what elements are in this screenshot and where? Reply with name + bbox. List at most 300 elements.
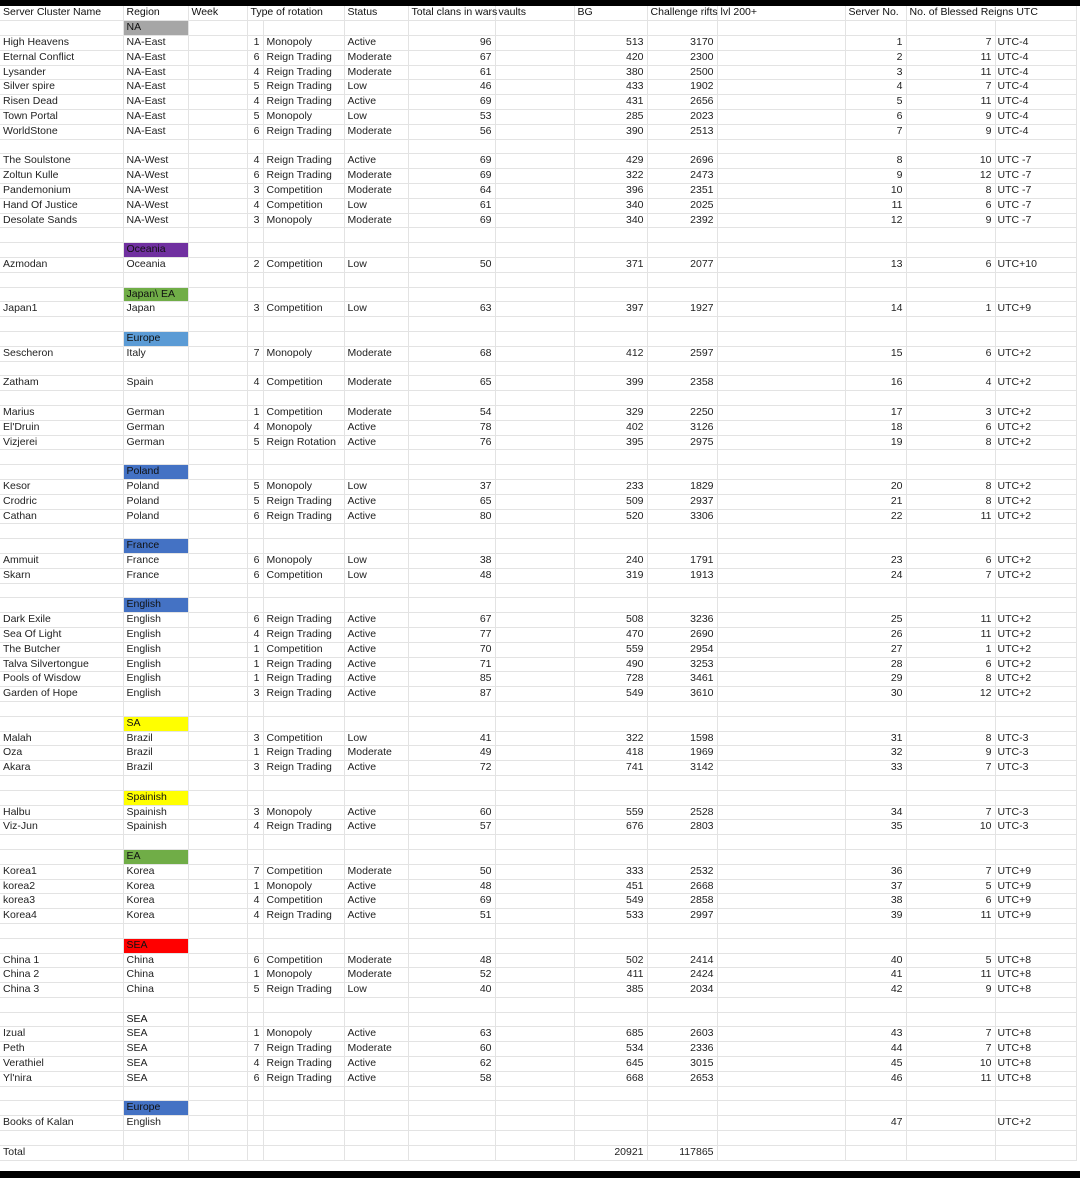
clans-cell[interactable]: 61 [408,65,495,80]
server-name-cell[interactable]: Halbu [0,805,123,820]
cell-empty[interactable] [408,1101,495,1116]
server-name-cell[interactable]: Vizjerei [0,435,123,450]
week-cell[interactable]: 6 [247,50,263,65]
week-cell[interactable]: 4 [247,95,263,110]
status-cell[interactable]: Active [344,642,408,657]
week-cell[interactable]: 6 [247,553,263,568]
rotation-cell[interactable]: Reign Rotation [263,435,344,450]
cell-empty[interactable] [995,1145,1076,1160]
week-empty-cell[interactable] [188,746,247,761]
rotation-cell[interactable]: Competition [263,198,344,213]
cell-empty[interactable] [188,450,247,465]
utc-cell[interactable]: UTC+2 [995,627,1076,642]
rifts-cell[interactable]: 3142 [647,761,717,776]
rotation-cell[interactable]: Competition [263,731,344,746]
cell-empty[interactable] [717,627,845,642]
utc-cell[interactable]: UTC+8 [995,1027,1076,1042]
server-name-cell[interactable]: Eternal Conflict [0,50,123,65]
server-no-cell[interactable]: 7 [845,124,906,139]
week-empty-cell[interactable] [188,50,247,65]
server-name-cell[interactable]: Malah [0,731,123,746]
cell-empty[interactable] [647,701,717,716]
cell-empty[interactable] [574,701,647,716]
cell-empty[interactable] [574,228,647,243]
server-name-cell[interactable]: Peth [0,1042,123,1057]
cell-empty[interactable] [845,228,906,243]
server-name-cell[interactable]: The Butcher [0,642,123,657]
status-cell[interactable]: Moderate [344,213,408,228]
server-name-cell[interactable]: Garden of Hope [0,687,123,702]
cell-empty[interactable] [123,450,188,465]
clans-cell[interactable]: 63 [408,1027,495,1042]
cell-empty[interactable] [495,997,574,1012]
rotation-cell[interactable]: Reign Trading [263,983,344,998]
week-cell[interactable]: 4 [247,1057,263,1072]
region-cell[interactable]: Brazil [123,731,188,746]
week-empty-cell[interactable] [188,553,247,568]
clans-cell[interactable]: 50 [408,864,495,879]
cell-empty[interactable] [845,21,906,36]
rotation-cell[interactable]: Monopoly [263,110,344,125]
bg-cell[interactable]: 676 [574,820,647,835]
cell-empty[interactable] [845,923,906,938]
status-cell[interactable]: Moderate [344,346,408,361]
rotation-cell[interactable]: Reign Trading [263,509,344,524]
cell-empty[interactable] [247,272,263,287]
cell-empty[interactable] [247,775,263,790]
region-cell[interactable]: China [123,968,188,983]
cell-empty[interactable] [995,139,1076,154]
cell-empty[interactable] [188,243,247,258]
status-cell[interactable]: Moderate [344,1042,408,1057]
cell-empty[interactable] [0,1131,123,1146]
vaults-cell[interactable] [495,435,574,450]
cell-empty[interactable] [717,997,845,1012]
cell-empty[interactable] [845,775,906,790]
server-name-cell[interactable]: Risen Dead [0,95,123,110]
cell-empty[interactable] [845,1101,906,1116]
status-cell[interactable]: Low [344,302,408,317]
clans-cell[interactable]: 56 [408,124,495,139]
cell-empty[interactable] [717,243,845,258]
cell-empty[interactable] [995,997,1076,1012]
cell-empty[interactable] [906,1131,995,1146]
region-label-cell[interactable]: Oceania [123,243,188,258]
clans-cell[interactable]: 67 [408,613,495,628]
clans-cell[interactable]: 77 [408,627,495,642]
bg-cell[interactable]: 508 [574,613,647,628]
server-no-cell[interactable]: 9 [845,169,906,184]
week-cell[interactable]: 4 [247,198,263,213]
cell-empty[interactable] [344,391,408,406]
cell-empty[interactable] [344,228,408,243]
bg-cell[interactable]: 385 [574,983,647,998]
blessed-cell[interactable]: 11 [906,613,995,628]
rifts-cell[interactable]: 2500 [647,65,717,80]
cell-empty[interactable] [247,391,263,406]
cell-empty[interactable] [408,849,495,864]
cell-empty[interactable] [845,287,906,302]
cell-empty[interactable] [0,272,123,287]
cell-empty[interactable] [647,139,717,154]
rifts-cell[interactable]: 3253 [647,657,717,672]
cell-empty[interactable] [717,790,845,805]
server-name-cell[interactable]: Skarn [0,568,123,583]
region-label-cell[interactable]: Europe [123,332,188,347]
region-cell[interactable]: Italy [123,346,188,361]
week-empty-cell[interactable] [188,879,247,894]
week-empty-cell[interactable] [188,258,247,273]
cell-empty[interactable] [188,465,247,480]
vaults-cell[interactable] [495,627,574,642]
cell-empty[interactable] [0,790,123,805]
region-cell[interactable]: Korea [123,909,188,924]
cell-empty[interactable] [188,332,247,347]
cell-empty[interactable] [263,701,344,716]
cell-empty[interactable] [408,287,495,302]
clans-cell[interactable]: 53 [408,110,495,125]
col-header-status[interactable]: Status [344,6,408,21]
cell-empty[interactable] [647,450,717,465]
cell-empty[interactable] [344,790,408,805]
vaults-cell[interactable] [495,420,574,435]
server-no-cell[interactable]: 34 [845,805,906,820]
server-name-cell[interactable]: China 2 [0,968,123,983]
utc-cell[interactable]: UTC-4 [995,36,1076,51]
cell-empty[interactable] [495,1131,574,1146]
cell-empty[interactable] [123,923,188,938]
clans-cell[interactable]: 69 [408,169,495,184]
region-label-cell[interactable]: Poland [123,465,188,480]
server-name-cell[interactable]: Sescheron [0,346,123,361]
server-no-cell[interactable]: 43 [845,1027,906,1042]
bg-cell[interactable]: 685 [574,1027,647,1042]
week-cell[interactable]: 6 [247,1071,263,1086]
cell-empty[interactable] [995,243,1076,258]
week-cell[interactable]: 1 [247,642,263,657]
cell-empty[interactable] [845,701,906,716]
cell-empty[interactable] [906,1086,995,1101]
cell-empty[interactable] [995,701,1076,716]
utc-cell[interactable]: UTC+10 [995,258,1076,273]
cell-empty[interactable] [574,790,647,805]
cell-empty[interactable] [263,1131,344,1146]
status-cell[interactable]: Moderate [344,376,408,391]
cell-empty[interactable] [188,1086,247,1101]
vaults-cell[interactable] [495,95,574,110]
clans-cell[interactable]: 60 [408,805,495,820]
rotation-cell[interactable]: Reign Trading [263,1042,344,1057]
cell-empty[interactable] [995,272,1076,287]
week-cell[interactable]: 7 [247,346,263,361]
cell-empty[interactable] [247,1012,263,1027]
week-empty-cell[interactable] [188,864,247,879]
cell-empty[interactable] [574,317,647,332]
cell-empty[interactable] [717,213,845,228]
cell-empty[interactable] [247,938,263,953]
cell-empty[interactable] [247,317,263,332]
status-cell[interactable]: Moderate [344,184,408,199]
cell-empty[interactable] [263,21,344,36]
utc-cell[interactable]: UTC+2 [995,553,1076,568]
week-cell[interactable]: 6 [247,953,263,968]
cell-empty[interactable] [188,775,247,790]
region-cell[interactable]: France [123,553,188,568]
cell-empty[interactable] [263,1145,344,1160]
cell-empty[interactable] [717,1057,845,1072]
week-empty-cell[interactable] [188,894,247,909]
rotation-cell[interactable]: Monopoly [263,346,344,361]
cell-empty[interactable] [717,198,845,213]
server-no-cell[interactable]: 28 [845,657,906,672]
cell-empty[interactable] [574,835,647,850]
server-no-cell[interactable]: 14 [845,302,906,317]
vaults-cell[interactable] [495,968,574,983]
week-empty-cell[interactable] [188,761,247,776]
clans-cell[interactable]: 69 [408,213,495,228]
cell-empty[interactable] [717,672,845,687]
rifts-cell[interactable]: 2656 [647,95,717,110]
region-label-cell[interactable]: SEA [123,938,188,953]
week-cell[interactable]: 4 [247,627,263,642]
week-empty-cell[interactable] [188,420,247,435]
cell-empty[interactable] [717,154,845,169]
region-cell[interactable]: Spainish [123,805,188,820]
cell-empty[interactable] [906,391,995,406]
bg-cell[interactable] [574,1116,647,1131]
cell-empty[interactable] [188,849,247,864]
cell-empty[interactable] [717,775,845,790]
week-empty-cell[interactable] [188,184,247,199]
cell-empty[interactable] [123,272,188,287]
cell-empty[interactable] [717,1101,845,1116]
cell-empty[interactable] [717,687,845,702]
rotation-cell[interactable]: Monopoly [263,36,344,51]
cell-empty[interactable] [574,465,647,480]
cell-empty[interactable] [0,1086,123,1101]
week-empty-cell[interactable] [188,154,247,169]
blessed-cell[interactable]: 9 [906,746,995,761]
cell-empty[interactable] [717,272,845,287]
cell-empty[interactable] [495,243,574,258]
week-cell[interactable] [247,1116,263,1131]
cell-empty[interactable] [845,272,906,287]
cell-empty[interactable] [717,598,845,613]
week-cell[interactable]: 1 [247,406,263,421]
bg-cell[interactable]: 433 [574,80,647,95]
bg-cell[interactable]: 429 [574,154,647,169]
rifts-cell[interactable]: 2690 [647,627,717,642]
week-empty-cell[interactable] [188,1027,247,1042]
cell-empty[interactable] [717,494,845,509]
cell-empty[interactable] [188,21,247,36]
server-no-cell[interactable]: 21 [845,494,906,509]
region-cell[interactable]: NA-East [123,36,188,51]
vaults-cell[interactable] [495,258,574,273]
status-cell[interactable]: Moderate [344,50,408,65]
cell-empty[interactable] [188,1145,247,1160]
blessed-cell[interactable]: 7 [906,568,995,583]
cell-empty[interactable] [647,391,717,406]
status-cell[interactable]: Active [344,820,408,835]
cell-empty[interactable] [263,849,344,864]
cell-empty[interactable] [717,184,845,199]
cell-empty[interactable] [574,1131,647,1146]
cell-empty[interactable] [188,701,247,716]
cell-empty[interactable] [408,1012,495,1027]
rifts-cell[interactable]: 2034 [647,983,717,998]
week-cell[interactable]: 5 [247,494,263,509]
vaults-cell[interactable] [495,494,574,509]
week-empty-cell[interactable] [188,494,247,509]
server-name-cell[interactable]: Hand Of Justice [0,198,123,213]
vaults-cell[interactable] [495,894,574,909]
rifts-cell[interactable]: 1829 [647,480,717,495]
cell-empty[interactable] [845,790,906,805]
col-header-rifts[interactable]: Challenge rifts lvl 200+ [647,6,717,21]
region-cell[interactable]: Spainish [123,820,188,835]
utc-cell[interactable]: UTC+8 [995,1071,1076,1086]
status-cell[interactable]: Moderate [344,406,408,421]
cell-empty[interactable] [717,835,845,850]
cell-empty[interactable] [408,1086,495,1101]
utc-cell[interactable]: UTC+2 [995,406,1076,421]
clans-cell[interactable]: 87 [408,687,495,702]
cell-empty[interactable] [247,21,263,36]
blessed-cell[interactable]: 7 [906,1027,995,1042]
vaults-cell[interactable] [495,80,574,95]
blessed-cell[interactable]: 7 [906,80,995,95]
cell-empty[interactable] [188,790,247,805]
utc-cell[interactable]: UTC-4 [995,65,1076,80]
vaults-cell[interactable] [495,198,574,213]
vaults-cell[interactable] [495,983,574,998]
blessed-cell[interactable]: 8 [906,480,995,495]
col-header-region[interactable]: Region [123,6,188,21]
cell-empty[interactable] [717,346,845,361]
cell-empty[interactable] [906,317,995,332]
utc-cell[interactable]: UTC-4 [995,124,1076,139]
cell-empty[interactable] [123,139,188,154]
region-cell[interactable]: Spain [123,376,188,391]
vaults-cell[interactable] [495,1057,574,1072]
cell-empty[interactable] [647,524,717,539]
status-cell[interactable]: Active [344,879,408,894]
region-cell[interactable]: Korea [123,864,188,879]
cell-empty[interactable] [995,775,1076,790]
rotation-cell[interactable]: Competition [263,642,344,657]
rifts-cell[interactable]: 2603 [647,1027,717,1042]
blessed-cell[interactable]: 6 [906,894,995,909]
rifts-cell[interactable]: 2513 [647,124,717,139]
cell-empty[interactable] [906,465,995,480]
cell-empty[interactable] [188,272,247,287]
server-name-cell[interactable]: Sea Of Light [0,627,123,642]
rotation-cell[interactable]: Reign Trading [263,169,344,184]
rotation-cell[interactable]: Reign Trading [263,761,344,776]
server-name-cell[interactable]: Azmodan [0,258,123,273]
blessed-cell[interactable]: 9 [906,124,995,139]
server-no-cell[interactable]: 11 [845,198,906,213]
blessed-cell[interactable]: 6 [906,657,995,672]
cell-empty[interactable] [574,524,647,539]
blessed-cell[interactable]: 7 [906,1042,995,1057]
cell-empty[interactable] [574,361,647,376]
server-no-cell[interactable]: 20 [845,480,906,495]
cell-empty[interactable] [495,539,574,554]
cell-empty[interactable] [717,524,845,539]
rotation-cell[interactable]: Reign Trading [263,613,344,628]
cell-empty[interactable] [995,598,1076,613]
vaults-cell[interactable] [495,746,574,761]
rotation-cell[interactable]: Reign Trading [263,65,344,80]
blessed-cell[interactable]: 7 [906,864,995,879]
rifts-cell[interactable]: 2300 [647,50,717,65]
blessed-cell[interactable]: 12 [906,687,995,702]
vaults-cell[interactable] [495,805,574,820]
cell-empty[interactable] [247,465,263,480]
blessed-cell[interactable]: 7 [906,761,995,776]
rotation-cell[interactable]: Competition [263,184,344,199]
utc-cell[interactable]: UTC+2 [995,657,1076,672]
utc-cell[interactable]: UTC+2 [995,509,1076,524]
cell-empty[interactable] [188,583,247,598]
cell-empty[interactable] [717,435,845,450]
cell-empty[interactable] [574,1086,647,1101]
rifts-cell[interactable]: 2351 [647,184,717,199]
rotation-cell[interactable]: Competition [263,953,344,968]
rifts-cell[interactable]: 1927 [647,302,717,317]
cell-empty[interactable] [845,361,906,376]
blessed-cell[interactable]: 10 [906,820,995,835]
cell-empty[interactable] [344,317,408,332]
rotation-cell[interactable] [263,1116,344,1131]
vaults-cell[interactable] [495,406,574,421]
bg-cell[interactable]: 397 [574,302,647,317]
rotation-cell[interactable]: Reign Trading [263,820,344,835]
week-cell[interactable]: 4 [247,376,263,391]
cell-empty[interactable] [717,894,845,909]
vaults-cell[interactable] [495,909,574,924]
cell-empty[interactable] [495,332,574,347]
week-cell[interactable]: 6 [247,613,263,628]
cell-empty[interactable] [344,21,408,36]
cell-empty[interactable] [647,775,717,790]
cell-empty[interactable] [344,775,408,790]
cell-empty[interactable] [845,139,906,154]
cell-empty[interactable] [495,317,574,332]
cell-empty[interactable] [647,361,717,376]
server-name-cell[interactable]: Izual [0,1027,123,1042]
utc-cell[interactable]: UTC -7 [995,184,1076,199]
cell-empty[interactable] [408,835,495,850]
server-name-cell[interactable]: The Soulstone [0,154,123,169]
clans-cell[interactable]: 63 [408,302,495,317]
week-cell[interactable]: 1 [247,36,263,51]
cell-empty[interactable] [717,983,845,998]
vaults-cell[interactable] [495,184,574,199]
blessed-cell[interactable]: 6 [906,553,995,568]
cell-empty[interactable] [0,450,123,465]
cell-empty[interactable] [717,376,845,391]
server-no-cell[interactable]: 38 [845,894,906,909]
status-cell[interactable]: Active [344,1057,408,1072]
vaults-cell[interactable] [495,672,574,687]
cell-empty[interactable] [263,243,344,258]
clans-cell[interactable]: 69 [408,154,495,169]
cell-empty[interactable] [647,835,717,850]
week-empty-cell[interactable] [188,480,247,495]
